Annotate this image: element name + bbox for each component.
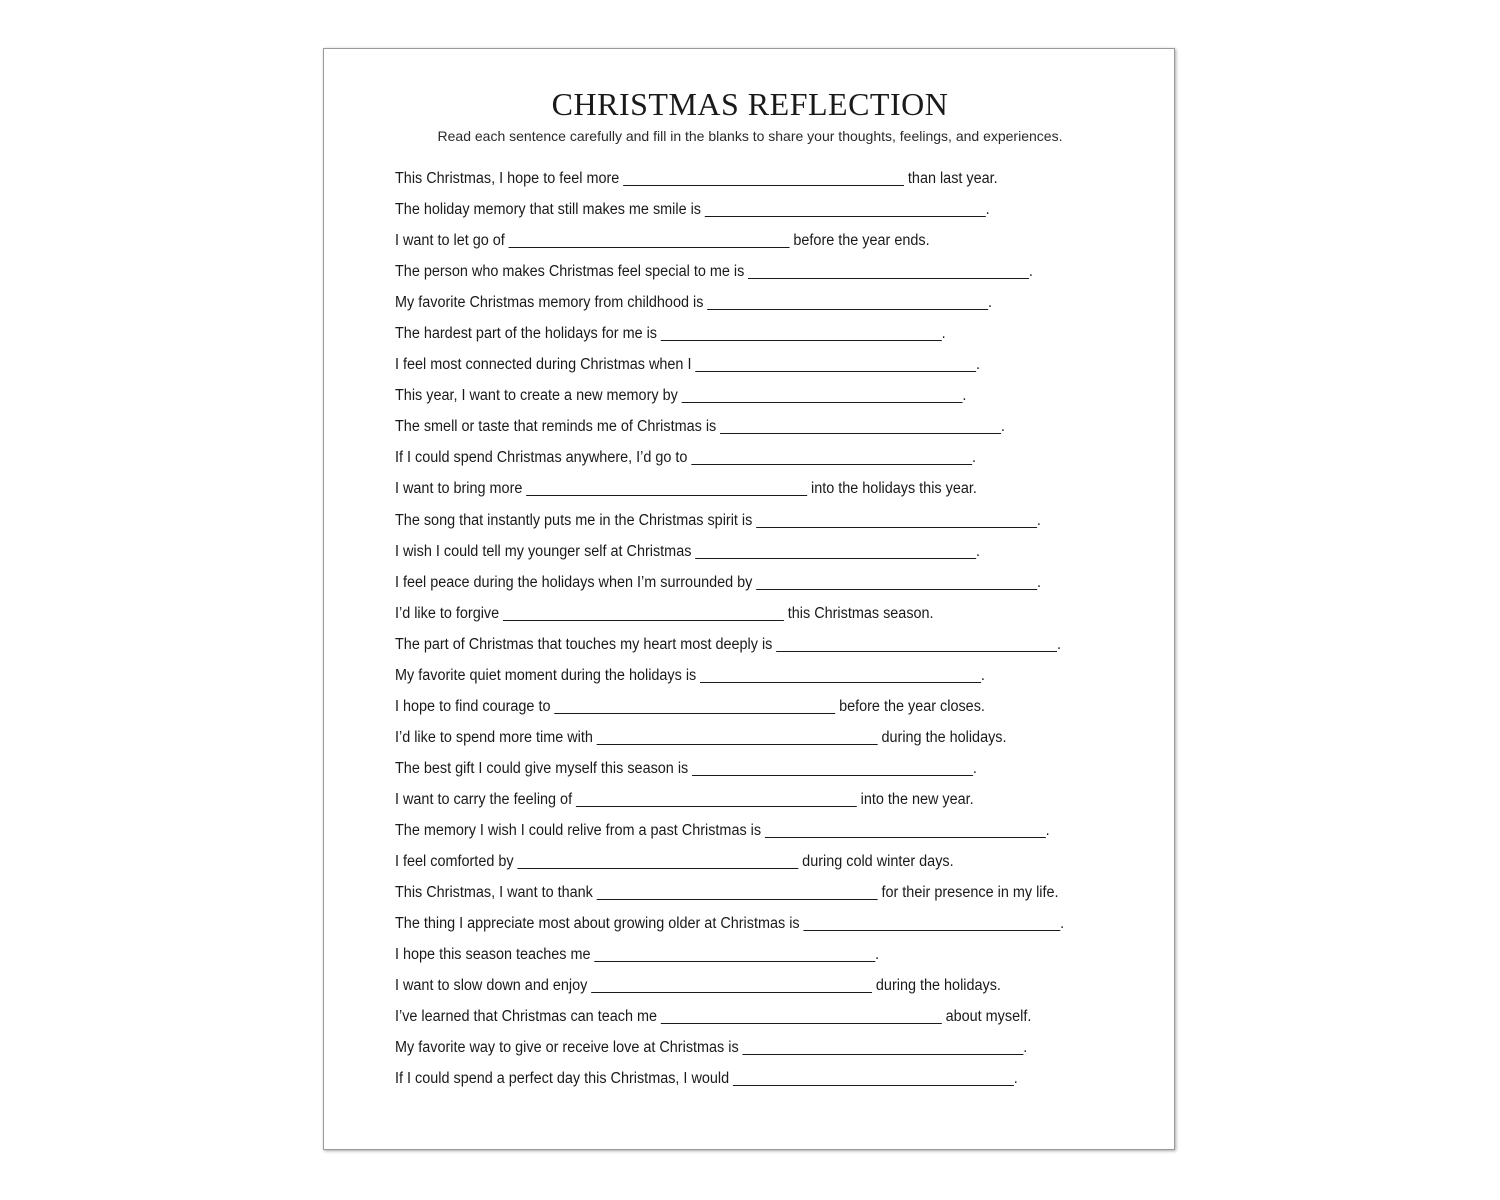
prompt-item: The thing I appreciate most about growing older at Christmas is ________________________________. (395, 915, 1065, 933)
prompt-item: My favorite way to give or receive love at Christmas is ___________________________________. (395, 1039, 1028, 1057)
prompt-item: I’d like to forgive ___________________________________ this Christmas season. (395, 604, 934, 622)
prompt-item: I hope this season teaches me ___________________________________. (395, 946, 880, 964)
prompt-item: This Christmas, I want to thank ___________________________________ for their presence in my life. (395, 884, 1059, 902)
prompt-item: I feel peace during the holidays when I’m surrounded by ___________________________________. (395, 573, 1042, 591)
prompt-item: The holiday memory that still makes me smile is ___________________________________. (395, 201, 990, 219)
prompt-item: I want to let go of ___________________________________ before the year ends. (395, 232, 930, 250)
instructions-text: Read each sentence carefully and fill in the blanks to share your thoughts, feelings, and experiences. (437, 128, 1063, 144)
prompt-item: I want to slow down and enjoy ___________________________________ during the holidays. (395, 977, 1001, 995)
prompt-item: I feel comforted by ___________________________________ during cold winter days. (395, 853, 954, 871)
prompt-item: The part of Christmas that touches my heart most deeply is ___________________________________. (395, 635, 1061, 653)
prompt-item: I want to bring more ___________________________________ into the holidays this year. (395, 480, 977, 498)
prompt-item: If I could spend Christmas anywhere, I’d go to ___________________________________. (395, 449, 977, 467)
prompt-item: I want to carry the feeling of ___________________________________ into the new year. (395, 790, 974, 808)
prompt-list (395, 168, 1135, 1099)
prompt-item: This year, I want to create a new memory by ___________________________________. (395, 387, 967, 405)
page-title: CHRISTMAS REFLECTION (551, 86, 949, 122)
prompt-item: The memory I wish I could relive from a past Christmas is ___________________________________. (395, 821, 1050, 839)
prompt-item: If I could spend a perfect day this Christmas, I would ___________________________________. (395, 1070, 1018, 1088)
prompt-item: The smell or taste that reminds me of Christmas is ___________________________________. (395, 418, 1005, 436)
prompt-item: I’ve learned that Christmas can teach me ___________________________________ about myself. (395, 1008, 1032, 1026)
prompt-item: This Christmas, I hope to feel more ___________________________________ than last year. (395, 170, 998, 187)
prompt-item: I hope to find courage to ___________________________________ before the year closes. (395, 697, 985, 715)
prompt-item: My favorite quiet moment during the holidays is ___________________________________. (395, 666, 985, 684)
prompt-item: My favorite Christmas memory from childhood is ___________________________________. (395, 294, 993, 312)
prompt-item: The song that instantly puts me in the Christmas spirit is ___________________________________. (395, 511, 1041, 529)
prompt-item: I wish I could tell my younger self at Christmas ___________________________________. (395, 542, 981, 560)
prompt-item: I’d like to spend more time with ___________________________________ during the holidays. (395, 728, 1007, 746)
prompt-item: The best gift I could give myself this season is ___________________________________. (395, 759, 977, 777)
prompt-item: The person who makes Christmas feel special to me is ___________________________________. (395, 263, 1033, 281)
prompt-item: I feel most connected during Christmas when I ___________________________________. (395, 356, 981, 374)
prompt-item: The hardest part of the holidays for me is ___________________________________. (395, 325, 946, 343)
